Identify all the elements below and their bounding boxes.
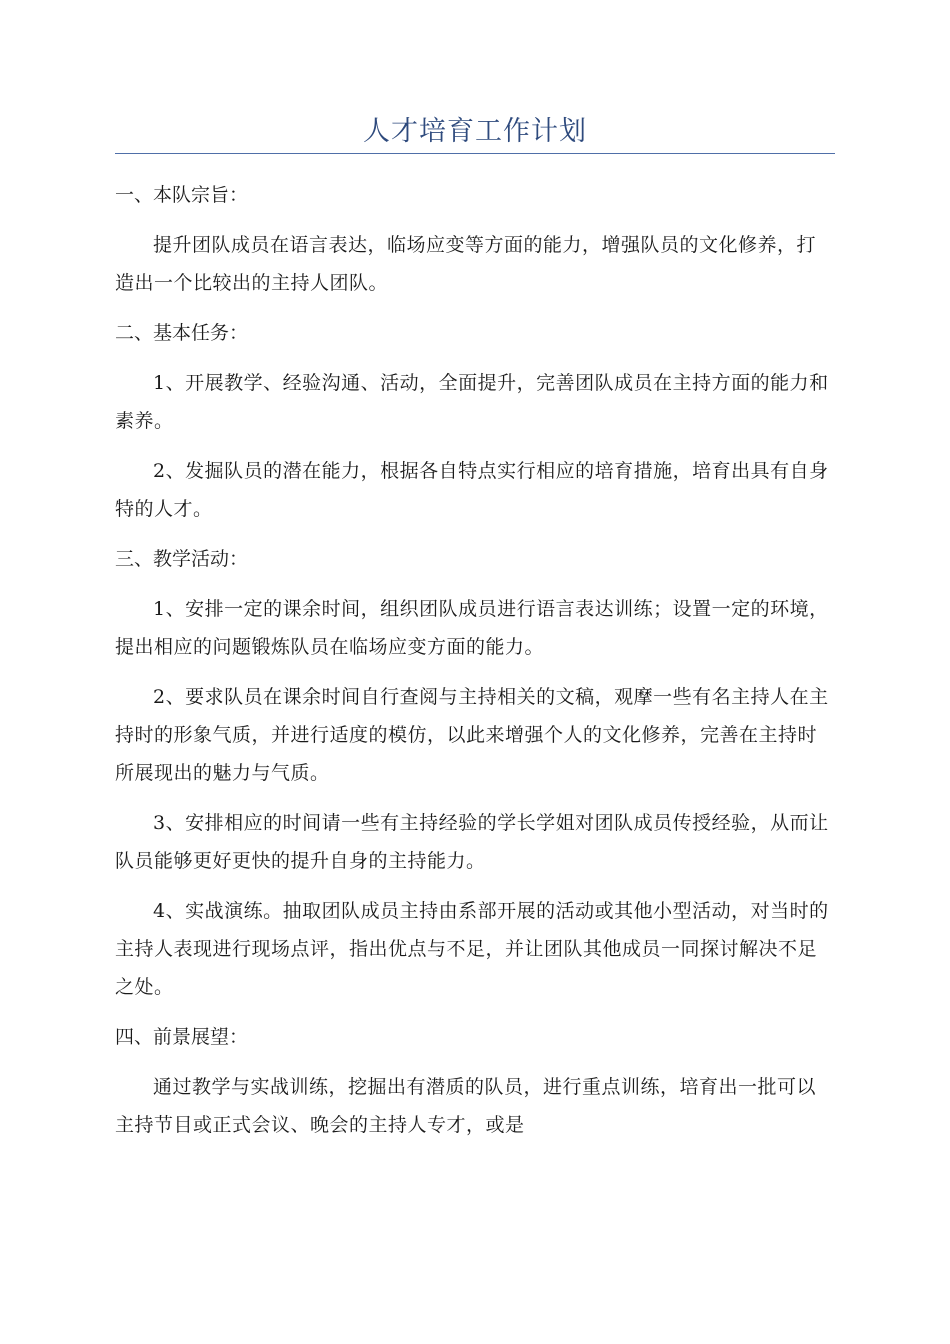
- section-4-paragraph-1: 通过教学与实战训练，挖掘出有潜质的队员，进行重点训练，培育出一批可以主持节目或正式会议、晚会的主持人专才，或是: [115, 1076, 817, 1136]
- section-heading-2: 二、基本任务：: [115, 322, 249, 344]
- section-2-paragraph-1: 1、开展教学、经验沟通、活动，全面提升，完善团队成员在主持方面的能力和素养。: [115, 372, 829, 432]
- section-heading-4: 四、前景展望：: [115, 1026, 249, 1048]
- title-underline: [115, 153, 835, 154]
- section-heading-1: 一、本队宗旨：: [115, 184, 249, 206]
- section-heading-3: 三、教学活动：: [115, 548, 249, 570]
- section-1-paragraph-1: 提升团队成员在语言表达，临场应变等方面的能力，增强队员的文化修养，打造出一个比较出的主持人团队。: [115, 234, 817, 294]
- section-3-paragraph-4: 4、实战演练。抽取团队成员主持由系部开展的活动或其他小型活动，对当时的主持人表现进行现场点评，指出优点与不足，并让团队其他成员一同探讨解决不足之处。: [115, 900, 829, 998]
- page-title: 人才培育工作计划: [363, 116, 587, 147]
- document-body: [115, 176, 835, 1156]
- section-3-paragraph-1: 1、安排一定的课余时间，组织团队成员进行语言表达训练；设置一定的环境，提出相应的问题锻炼队员在临场应变方面的能力。: [115, 598, 829, 658]
- section-2-paragraph-2: 2、发掘队员的潜在能力，根据各自特点实行相应的培育措施，培育出具有自身特的人才。: [115, 460, 829, 520]
- section-3-paragraph-2: 2、要求队员在课余时间自行查阅与主持相关的文稿，观摩一些有名主持人在主持时的形象气质，并进行适度的模仿，以此来增强个人的文化修养，完善在主持时所展现出的魅力与气质。: [115, 686, 829, 784]
- section-3-paragraph-3: 3、安排相应的时间请一些有主持经验的学长学姐对团队成员传授经验，从而让队员能够更好更快的提升自身的主持能力。: [115, 812, 829, 872]
